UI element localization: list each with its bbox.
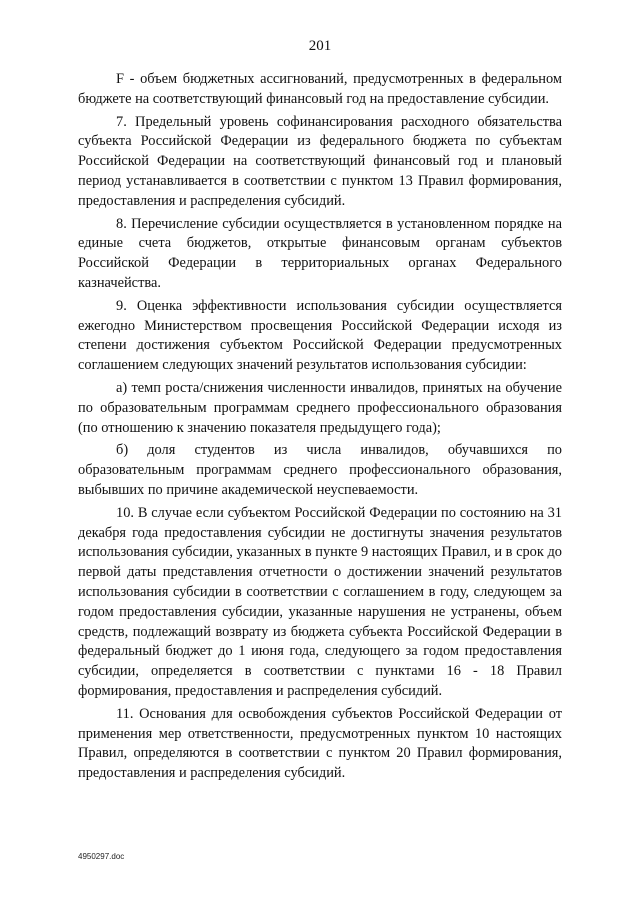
paragraph-8: 8. Перечисление субсидии осуществляется в установленном порядке на единые счета бюджетов, открытые финансовым органам субъектов Российской Федерации в территориальных органах Федерального казначейства. [78, 215, 562, 291]
paragraph-9b: б) доля студентов из числа инвалидов, обучавшихся по образовательным программам среднего профессионального образования, выбывших по причине академической неуспеваемости. [78, 442, 562, 498]
paragraph-f-definition: F - объем бюджетных ассигнований, предусмотренных в федеральном бюджете на соответствующий финансовый год на предоставление субсидии. [78, 71, 562, 107]
document-body [78, 70, 562, 787]
paragraph-10: 10. В случае если субъектом Российской Федерации по состоянию на 31 декабря года предоставления субсидии не достигнуты значения результатов использования субсидии, указанных в пункте 9 настоящих Правил, и в срок до первой даты представления отчетности о достижении значений результатов использования субсидии в соответствии с соглашением в году, следующем за годом предоставления субсидии, указанные нарушения не устранены, объем средств, подлежащий возврату из бюджета субъекта Российской Федерации в федеральный бюджет до 1 июня года, следующего за годом предоставления субсидии, определяется в соответствии с пунктами 16 - 18 Правил формирования, предоставления и распределения субсидий. [78, 504, 562, 699]
page-number: 201 [308, 38, 332, 54]
paragraph-9: 9. Оценка эффективности использования субсидии осуществляется ежегодно Министерством просвещения Российской Федерации исходя из степени достижения субъектом Российской Федерации предусмотренных соглашением следующих значений результатов использования субсидии: [78, 297, 562, 374]
file-name-footer: 4950297.doc [78, 852, 125, 861]
paragraph-11: 11. Основания для освобождения субъектов Российской Федерации от применения мер ответственности, предусмотренных пунктом 10 настоящих Правил, определяются в соответствии с пунктом 20 Правил формирования, предоставления и распределения субсидий. [78, 705, 562, 782]
paragraph-9a: а) темп роста/снижения численности инвалидов, принятых на обучение по образовательным программам среднего профессионального образования (по отношению к значению показателя предыдущего года); [78, 379, 562, 436]
paragraph-7: 7. Предельный уровень софинансирования расходного обязательства субъекта Российской Федерации из федерального бюджета по субъектам Российской Федерации на соответствующий финансовый год и плановый период устанавливается в соответствии с пунктом 13 Правил формирования, предоставления и распределения субсидий. [78, 113, 562, 209]
